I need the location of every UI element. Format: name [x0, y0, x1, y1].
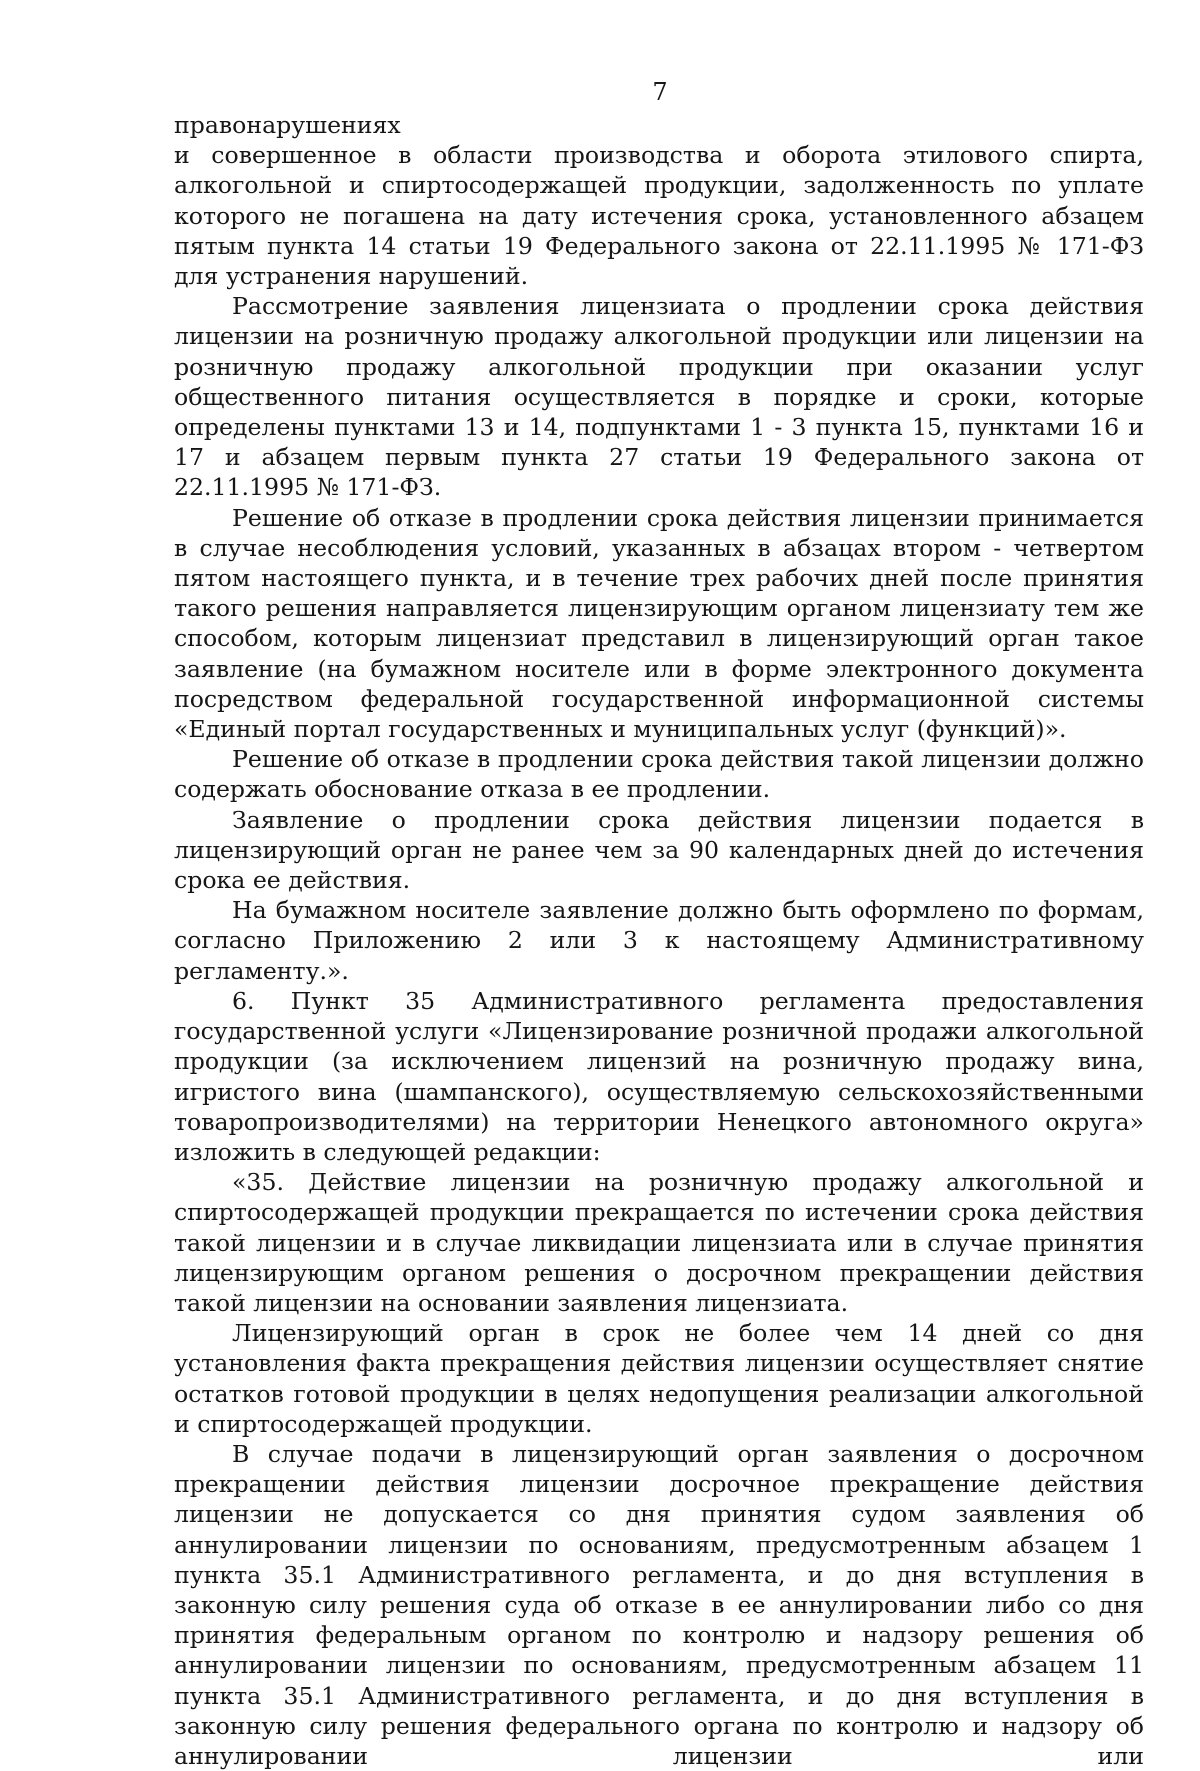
paragraph: Решение об отказе в продлении срока действия лицензии принимается в случае несоблюдения условий, указанных в абзацах втором - четвертом пятом настоящего пункта, и в течение трех рабочих дней после принятия такого решения направляется лицензирующим органом лицензиату тем же способом, которым лицензиат представил в лицензирующий орган такое заявление (на бумажном носителе или в форме электронного документа посредством федеральной государственной информационной системы «Единый портал государственных и муниципальных услуг (функций)».: [174, 503, 1144, 744]
paragraph: На бумажном носителе заявление должно быть оформлено по формам, согласно Приложению 2 или 3 к настоящему Административному регламенту.».: [174, 896, 1144, 985]
paragraph: Заявление о продлении срока действия лицензии подается в лицензирующий орган не ранее чем за 90 календарных дней до истечения срока ее действия.: [174, 805, 1144, 895]
paragraph: Рассмотрение заявления лицензиата о продлении срока действия лицензии на розничную продажу алкогольной продукции или лицензии на розничную продажу алкогольной продукции при оказании услуг общественного питания осуществляется в порядке и сроки, которые определены пунктами 13 и 14, подпунктами 1 - 3 пункта 15, пунктами 16 и 17 и абзацем первым пункта 27 статьи 19 Федерального закона от 22.11.1995 № 171-ФЗ.: [174, 292, 1144, 502]
paragraph-continued: и совершенное в области производства и оборота этилового спирта, алкогольной и спиртосодержащей продукции, задолженность по уплате которого не погашена на дату истечения срока, установленного абзацем пятым пункта 14 статьи 19 Федерального закона от 22.11.1995 № 171-ФЗ для устранения нарушений.: [174, 141, 1144, 291]
page-number: 7: [652, 78, 668, 106]
document-body: [174, 110, 1144, 1771]
paragraph-item-6: 6. Пункт 35 Административного регламента предоставления государственной услуги «Лицензирование розничной продажи алкогольной продукции (за исключением лицензий на розничную продажу вина, игристого вина (шампанского), осуществляемую сельскохозяйственными товаропроизводителями) на территории Ненецкого автономного округа» изложить в следующей редакции:: [174, 986, 1144, 1166]
paragraph-item-35: «35. Действие лицензии на розничную продажу алкогольной и спиртосодержащей продукции прекращается по истечении срока действия такой лицензии и в случае ликвидации лицензиата или в случае принятия лицензирующим органом решения о досрочном прекращении действия такой лицензии на основании заявления лицензиата.: [174, 1168, 1144, 1317]
paragraph-continued-heading: правонарушениях: [174, 111, 401, 139]
paragraph: В случае подачи в лицензирующий орган заявления о досрочном прекращении действия лицензии досрочное прекращение действия лицензии не допускается со дня принятия судом заявления об аннулировании лицензии по основаниям, предусмотренным абзацем 1 пункта 35.1 Административного регламента, и до дня вступления в законную силу решения суда об отказе в ее аннулировании либо со дня принятия федеральным органом по контролю и надзору решения об аннулировании лицензии по основаниям, предусмотренным абзацем 11 пункта 35.1 Административного регламента, и до дня вступления в законную силу решения федерального органа по контролю и надзору об аннулировании лицензии или: [174, 1439, 1144, 1770]
paragraph: Решение об отказе в продлении срока действия такой лицензии должно содержать обоснование отказа в ее продлении.: [174, 745, 1144, 804]
paragraph: Лицензирующий орган в срок не более чем 14 дней со дня установления факта прекращения действия лицензии осуществляет снятие остатков готовой продукции в целях недопущения реализации алкогольной и спиртосодержащей продукции.: [174, 1319, 1144, 1438]
